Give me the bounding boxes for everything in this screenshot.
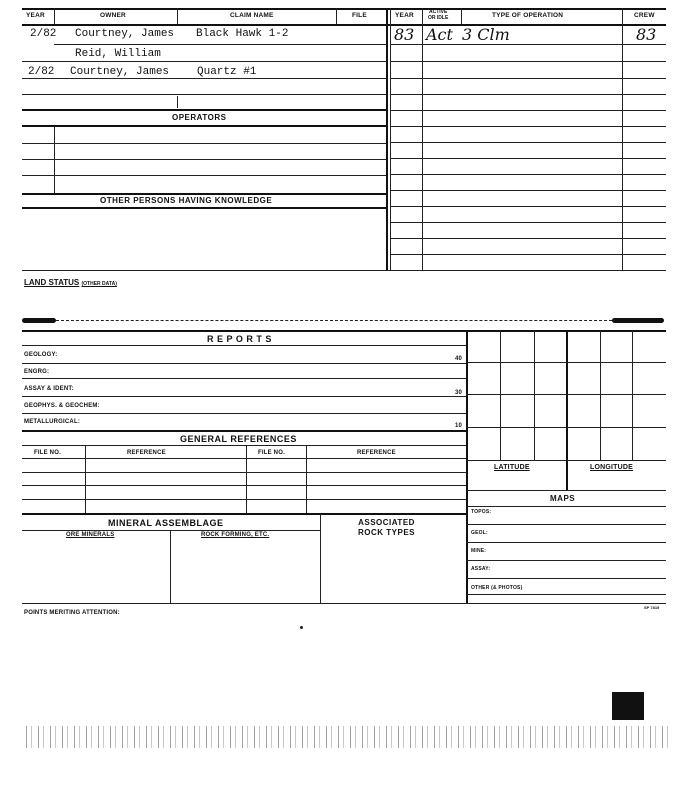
- owner-row-3-owner: Courtney, James: [70, 66, 170, 78]
- reports-heading: R E P O R T S: [207, 334, 272, 344]
- row-rule: [22, 345, 466, 346]
- rock-types-label: ROCK TYPES: [358, 528, 416, 537]
- top-border: [22, 8, 666, 10]
- grid-row: [466, 394, 666, 395]
- row-rule: [22, 175, 386, 176]
- maps-geol-label: GEOL:: [471, 530, 488, 536]
- bottom-top-rule: [22, 330, 666, 332]
- scan-noise-band: [20, 726, 668, 748]
- grid-row: [466, 490, 666, 491]
- ops-row-rule: [390, 222, 666, 223]
- grid-col: [632, 330, 633, 460]
- row-rule: [22, 378, 466, 379]
- associated-label: ASSOCIATED: [358, 518, 415, 527]
- refs-reference-1: REFERENCE: [127, 450, 166, 456]
- report-engrg-label: ENGRG:: [24, 369, 50, 375]
- report-geology-num: 40: [455, 356, 463, 362]
- scan-block: [612, 692, 644, 720]
- ops-row-rule: [390, 94, 666, 95]
- ops-row-rule: [390, 254, 666, 255]
- ops-row-rule: [390, 126, 666, 127]
- scan-dot: [300, 626, 303, 629]
- ops-row-rule: [390, 110, 666, 111]
- top-bottom-rule: [22, 270, 666, 271]
- header-file: FILE: [352, 12, 367, 19]
- scan-mark-left: [22, 318, 56, 323]
- header-owner: OWNER: [100, 12, 126, 19]
- row-rule: [22, 143, 386, 144]
- col-sep: [177, 96, 178, 108]
- grid-row: [466, 460, 666, 461]
- grid-row: [466, 362, 666, 363]
- maps-assay-label: ASSAY:: [471, 566, 491, 572]
- land-status-heading: [24, 278, 117, 287]
- ops-row-rule: [390, 238, 666, 239]
- row-rule: [22, 78, 386, 79]
- form-number: SP 7815: [644, 605, 660, 610]
- section-rule: [22, 430, 466, 432]
- mineral-assemblage-heading: MINERAL ASSEMBLAGE: [108, 518, 224, 528]
- row-rule: [22, 61, 386, 62]
- grid-col: [600, 330, 601, 460]
- row-rule: [22, 413, 466, 414]
- refs-reference-2: REFERENCE: [357, 450, 396, 456]
- owner-row-1-claim: Black Hawk 1-2: [196, 28, 289, 40]
- rock-forming-label: ROCK FORMING, ETC.: [201, 532, 270, 538]
- report-geology-label: GEOLOGY:: [24, 352, 58, 358]
- row-rule: [466, 542, 666, 543]
- col-sep: [54, 127, 55, 193]
- scan-mark-right: [612, 318, 664, 323]
- row-rule: [466, 506, 666, 507]
- refs-file-no-2: FILE NO.: [258, 450, 285, 456]
- section-rule: [22, 207, 386, 209]
- refs-file-no-1: FILE NO.: [34, 450, 61, 456]
- grid-col: [566, 330, 568, 490]
- col-sep: [177, 8, 178, 24]
- owner-row-2-owner: Reid, William: [75, 48, 161, 60]
- land-status-label: LAND STATUS: [24, 278, 80, 287]
- ops-row-rule: [390, 61, 666, 62]
- latitude-label: LATITUDE: [494, 464, 530, 471]
- active-label: ACTIVE: [428, 9, 448, 15]
- col-sep: [422, 8, 423, 270]
- owner-row-3-claim: Quartz #1: [197, 66, 257, 78]
- col-sep: [306, 445, 307, 513]
- other-persons-heading: OTHER PERSONS HAVING KNOWLEDGE: [100, 196, 273, 205]
- or-idle-label: OR IDLE: [428, 15, 449, 21]
- row-rule: [54, 44, 386, 45]
- ops-row-rule: [390, 158, 666, 159]
- report-assay-num: 30: [455, 390, 463, 396]
- row-rule: [22, 499, 466, 500]
- report-metallurgical-label: METALLURGICAL:: [24, 419, 81, 425]
- row-rule: [22, 530, 320, 531]
- row-rule: [22, 485, 466, 486]
- ops-type-handwritten: 3 Clm: [462, 25, 510, 44]
- col-sep: [336, 8, 337, 24]
- ore-minerals-label: ORE MINERALS: [66, 532, 115, 538]
- header-claim-name: CLAIM NAME: [230, 12, 274, 19]
- row-rule: [22, 445, 466, 446]
- divider-dashed: [56, 320, 612, 321]
- maps-heading: MAPS: [550, 494, 576, 503]
- owner-row-3-year: 2/82: [28, 66, 55, 78]
- row-rule: [22, 458, 466, 459]
- operators-heading: OPERATORS: [172, 113, 227, 122]
- header-year: YEAR: [26, 12, 45, 19]
- grid-row: [466, 427, 666, 428]
- header-crew: CREW: [634, 12, 655, 19]
- row-rule: [22, 159, 386, 160]
- owner-row-1-owner: Courtney, James: [75, 28, 175, 40]
- section-rule: [22, 125, 386, 127]
- ops-row-rule: [390, 142, 666, 143]
- longitude-label: LONGITUDE: [590, 464, 634, 471]
- associated-rock-types-heading: [358, 518, 415, 538]
- center-divider: [386, 8, 388, 270]
- row-rule: [22, 94, 386, 95]
- report-metallurgical-num: 10: [455, 423, 463, 429]
- general-references-heading: GENERAL REFERENCES: [180, 434, 297, 444]
- grid-col: [500, 330, 501, 460]
- owner-row-1-year: 2/82: [30, 28, 57, 40]
- maps-mine-label: MINE:: [471, 548, 487, 554]
- col-sep: [85, 445, 86, 513]
- header-type-of-operation: TYPE OF OPERATION: [492, 12, 564, 19]
- section-rule: [22, 513, 466, 515]
- center-divider-2: [390, 8, 391, 270]
- col-sep: [54, 8, 55, 24]
- row-rule: [466, 594, 666, 595]
- ops-row-rule: [390, 190, 666, 191]
- ops-crew-handwritten: 83: [636, 25, 657, 44]
- grid-col: [534, 330, 535, 460]
- col-sep: [461, 8, 462, 24]
- bottom-center-divider: [466, 330, 468, 603]
- ops-year-handwritten: 83: [394, 25, 415, 44]
- row-rule: [466, 578, 666, 579]
- ops-row-rule: [390, 78, 666, 79]
- ops-row-rule: [390, 44, 666, 45]
- row-rule: [22, 472, 466, 473]
- section-rule: [22, 193, 386, 195]
- col-sep: [246, 445, 247, 513]
- section-rule: [22, 109, 386, 111]
- maps-topos-label: TOPOS:: [471, 509, 492, 515]
- row-rule: [22, 363, 466, 364]
- col-sep: [170, 530, 171, 603]
- header-active-or-idle: [428, 9, 448, 21]
- ops-row-rule: [390, 206, 666, 207]
- maps-other-label: OTHER (& PHOTOS): [471, 585, 523, 591]
- points-meriting-attention-label: POINTS MERITING ATTENTION:: [24, 610, 120, 616]
- row-rule: [466, 560, 666, 561]
- report-assay-label: ASSAY & IDENT:: [24, 386, 74, 392]
- land-status-sub: (OTHER DATA): [81, 281, 117, 287]
- ops-status-handwritten: Act: [426, 25, 453, 44]
- ops-row-rule: [390, 174, 666, 175]
- col-sep: [320, 513, 321, 603]
- header-rule: [22, 24, 666, 26]
- bottom-rule: [22, 603, 666, 604]
- row-rule: [22, 396, 466, 397]
- row-rule: [466, 524, 666, 525]
- report-geophys-label: GEOPHYS. & GEOCHEM:: [24, 403, 100, 409]
- col-sep: [622, 8, 623, 270]
- header-year-ops: YEAR: [395, 12, 414, 19]
